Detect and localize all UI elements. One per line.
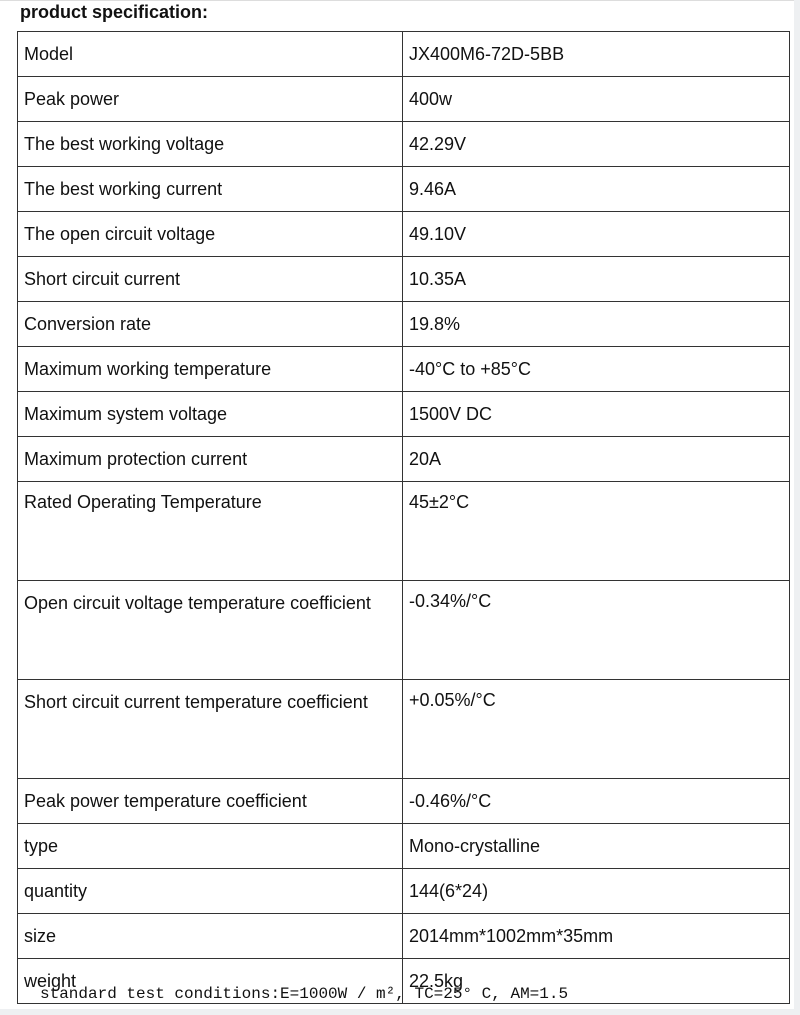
spec-label: The best working voltage (18, 122, 403, 167)
table-row (18, 392, 790, 437)
table-row (18, 167, 790, 212)
bottom-edge-strip (0, 1009, 800, 1015)
spec-value: 1500V DC (403, 392, 790, 437)
test-conditions-note: standard test conditions:E=1000W / m², TC=25° C, AM=1.5 (40, 985, 569, 1003)
spec-label: Peak power temperature coefficient (18, 779, 403, 824)
table-row (18, 32, 790, 77)
spec-label: quantity (18, 869, 403, 914)
table-row (18, 257, 790, 302)
spec-label: Short circuit current temperature coefficient (18, 680, 403, 779)
spec-label: type (18, 824, 403, 869)
spec-label: Peak power (18, 77, 403, 122)
spec-label: weight (18, 959, 403, 1004)
table-row (18, 914, 790, 959)
table-row (18, 77, 790, 122)
spec-label: Maximum protection current (18, 437, 403, 482)
table-row (18, 581, 790, 680)
spec-label: Short circuit current (18, 257, 403, 302)
spec-value: 20A (403, 437, 790, 482)
top-border (0, 0, 800, 1)
table-row (18, 437, 790, 482)
page-title: product specification: (20, 2, 209, 22)
spec-value: 19.8% (403, 302, 790, 347)
spec-value: 45±2°C (403, 482, 790, 581)
spec-value: 144(6*24) (403, 869, 790, 914)
table-row (18, 482, 790, 581)
table-row (18, 212, 790, 257)
spec-table (17, 31, 790, 1004)
spec-label: size (18, 914, 403, 959)
spec-value: -0.34%/°C (403, 581, 790, 680)
spec-label: Rated Operating Temperature (18, 482, 403, 581)
spec-value: 10.35A (403, 257, 790, 302)
spec-label: The open circuit voltage (18, 212, 403, 257)
spec-value: 9.46A (403, 167, 790, 212)
spec-label: Conversion rate (18, 302, 403, 347)
spec-value: +0.05%/°C (403, 680, 790, 779)
spec-label: Maximum working temperature (18, 347, 403, 392)
table-row (18, 347, 790, 392)
spec-value: 2014mm*1002mm*35mm (403, 914, 790, 959)
spec-value: -40°C to +85°C (403, 347, 790, 392)
spec-label: The best working current (18, 167, 403, 212)
spec-value: 400w (403, 77, 790, 122)
spec-value: JX400M6-72D-5BB (403, 32, 790, 77)
table-row (18, 122, 790, 167)
spec-label: Maximum system voltage (18, 392, 403, 437)
spec-value: 42.29V (403, 122, 790, 167)
table-row (18, 779, 790, 824)
right-edge-strip (794, 0, 800, 1015)
spec-value: 22.5kg (403, 959, 790, 1004)
table-row (18, 302, 790, 347)
spec-value: -0.46%/°C (403, 779, 790, 824)
spec-label: Model (18, 32, 403, 77)
table-row (18, 869, 790, 914)
table-row (18, 824, 790, 869)
spec-value: 49.10V (403, 212, 790, 257)
table-row (18, 680, 790, 779)
spec-label: Open circuit voltage temperature coefficient (18, 581, 403, 680)
spec-value: Mono-crystalline (403, 824, 790, 869)
